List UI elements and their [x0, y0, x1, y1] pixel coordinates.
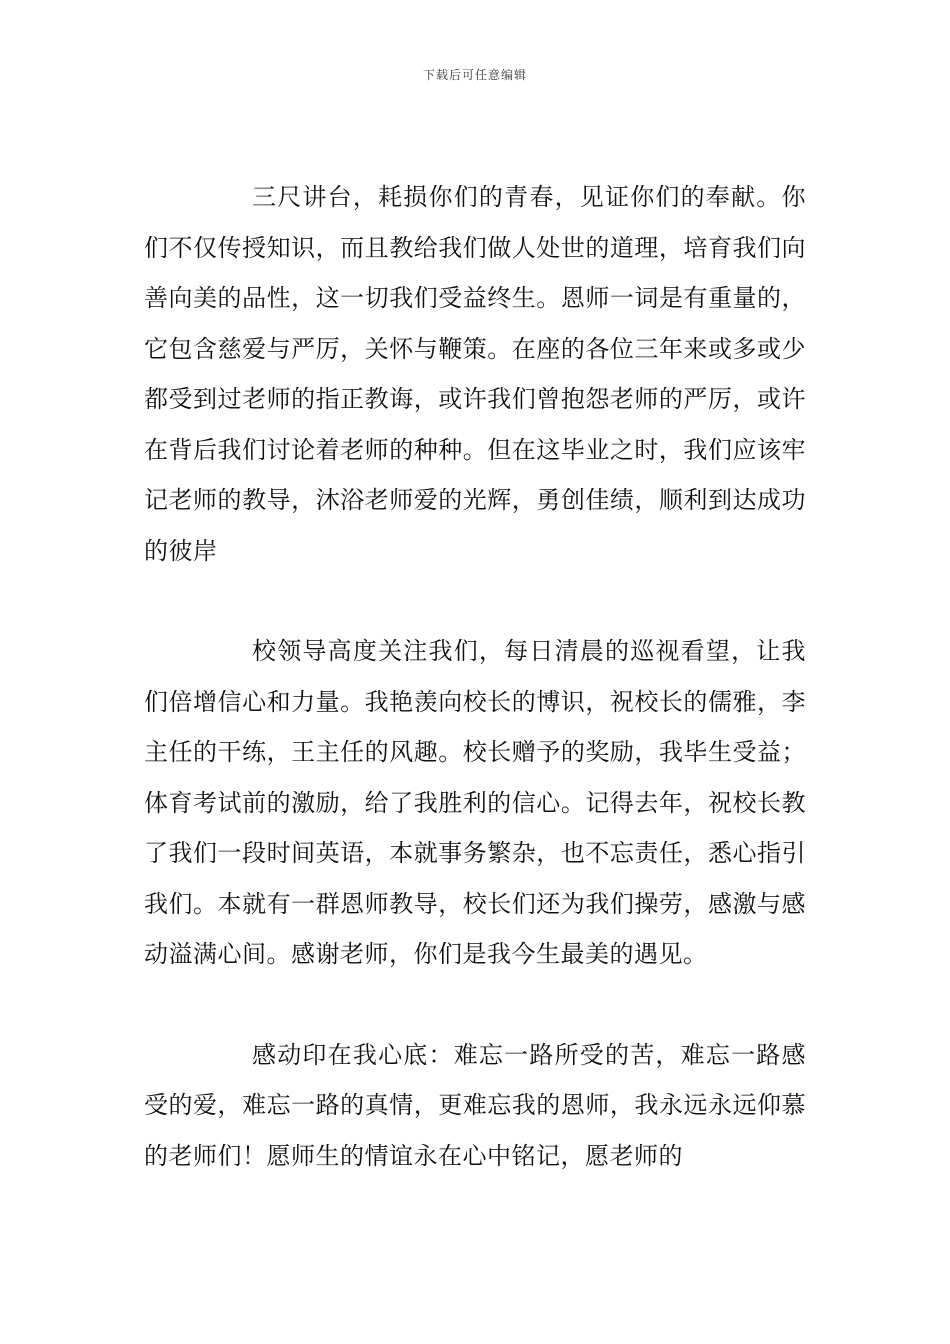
paragraph-gratitude: 感动印在我心底：难忘一路所受的苦，难忘一路感受的爱，难忘一路的真情，更难忘我的恩师，我永远永远仰慕的老师们！愿师生的情谊永在心中铭记，愿老师的 [144, 1040, 806, 1170]
paragraph-school-leaders: 校领导高度关注我们，每日清晨的巡视看望，让我们倍增信心和力量。我艳羡向校长的博识，祝校长的儒雅，李主任的干练，王主任的风趣。校长赠予的奖励，我毕生受益；体育考试前的激励，给了我胜利的信心。记得去年，祝校长教了我们一段时间英语，本就事务繁杂，也不忘责任，悉心指引我们。本就有一群恩师教导，校长们还为我们操劳，感激与感动溢满心间。感谢老师，你们是我今生最美的遇见。 [144, 637, 806, 968]
paragraph-teachers: 三尺讲台，耗损你们的青春，见证你们的奉献。你们不仅传授知识，而且教给我们做人处世的道理，培育我们向善向美的品性，这一切我们受益终生。恩师一词是有重量的，它包含慈爱与严厉，关怀与鞭策。在座的各位三年来或多或少都受到过老师的指正教诲，或许我们曾抱怨老师的严厉，或许在背后我们讨论着老师的种种。但在这毕业之时，我们应该牢记老师的教导，沐浴老师爱的光辉，勇创佳绩，顺利到达成功的彼岸 [144, 183, 806, 565]
document-body [144, 172, 806, 1181]
page-header: 下载后可任意编辑 [422, 68, 527, 82]
